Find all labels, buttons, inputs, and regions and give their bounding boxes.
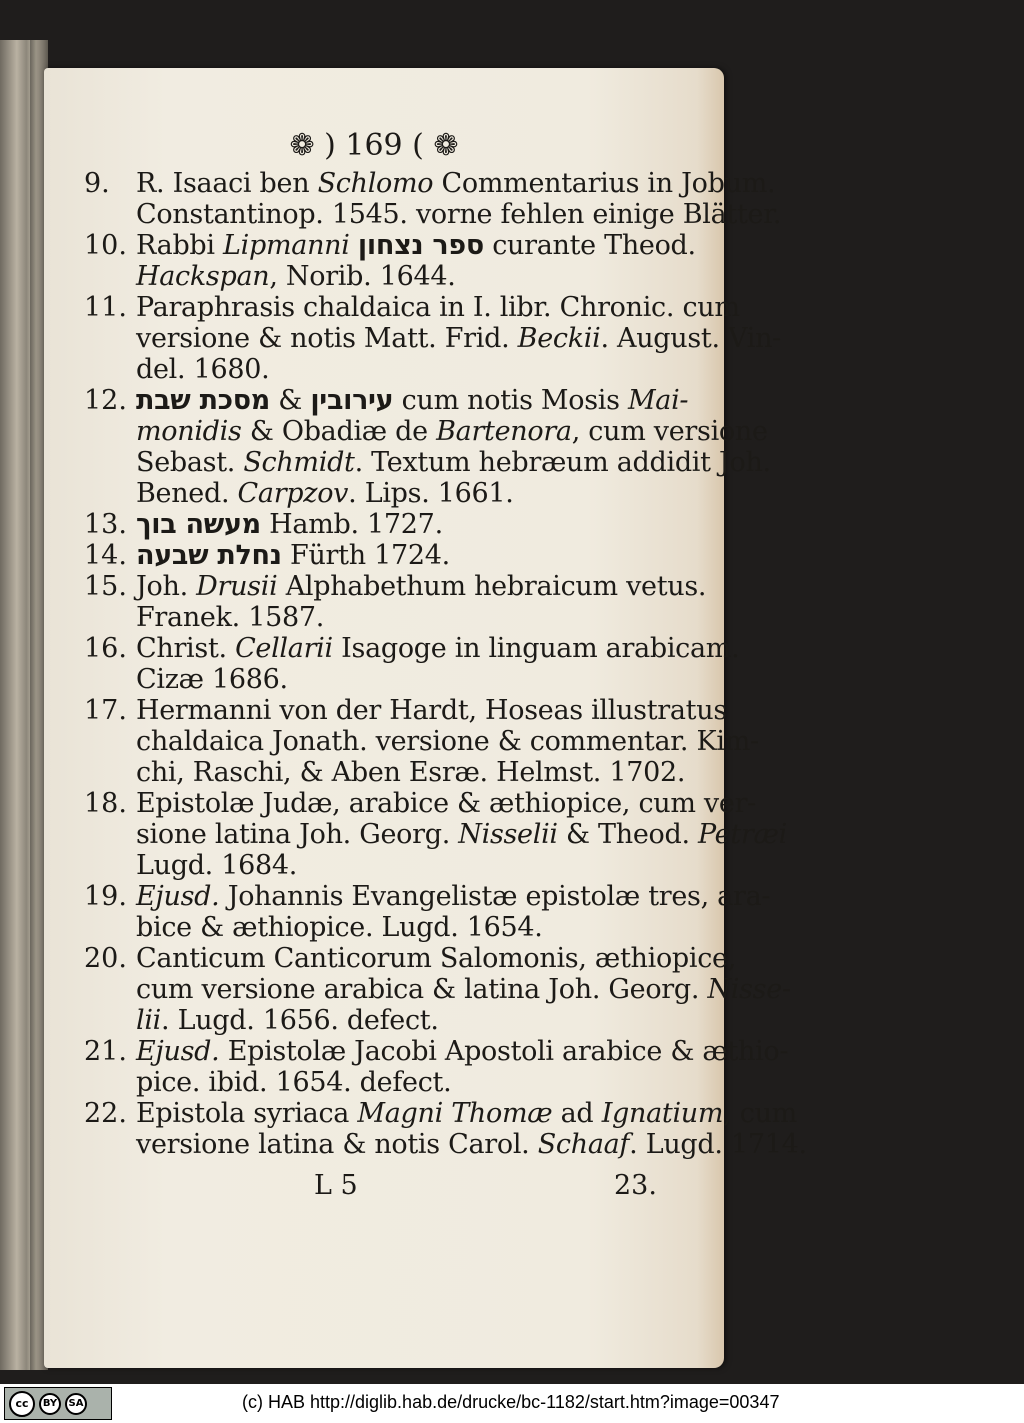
entry-text: del. 1680. [136, 354, 270, 385]
entry-number: 12. [84, 385, 127, 416]
catalog-entry [84, 168, 782, 230]
entry-text: Christ. [136, 633, 236, 664]
entry-text: & [270, 385, 311, 416]
catalog-entry [84, 943, 791, 1036]
italic-name: Schmidt [243, 447, 355, 478]
page-footer [84, 1170, 684, 1204]
entry-text: Canticum Canticorum Salomonis, æthiopice, [136, 943, 737, 974]
entry-line [136, 1129, 807, 1160]
italic-name: Mai- [627, 385, 689, 416]
entry-line [136, 726, 759, 757]
entry-text: . Lips. 1661. [348, 478, 514, 509]
catalog-entry [84, 633, 740, 695]
entry-line [136, 1036, 789, 1067]
entry-line [136, 1067, 684, 1098]
entry-line [136, 509, 684, 540]
entry-text: Rabbi [136, 230, 224, 261]
catalog-entry [84, 571, 707, 633]
entry-line [136, 385, 689, 416]
italic-name: Nisse- [707, 974, 791, 1005]
entry-text: Epistolæ Judæ, arabice & æthiopice, cum ver- [136, 788, 756, 819]
entry-line [136, 168, 776, 199]
entry-line [136, 354, 684, 385]
catalog-entry [84, 695, 759, 788]
italic-name: Ignatium [601, 1098, 724, 1129]
hebrew-title: ספר נצחון [357, 230, 484, 261]
entry-number: 16. [84, 633, 127, 664]
entry-text: Epistolæ Jacobi Apostoli arabice & æthio- [219, 1036, 789, 1067]
by-icon: BY [39, 1393, 61, 1415]
entry-text: pice. ibid. 1654. defect. [136, 1067, 452, 1098]
credit-bar [0, 1384, 1024, 1423]
entry-line [136, 788, 756, 819]
entry-line [136, 1098, 797, 1129]
catalog-entries [84, 168, 807, 1160]
credit-text: (c) HAB http://diglib.hab.de/drucke/bc-1182/start.htm?image=00347 [242, 1392, 780, 1412]
catalog-entry [84, 540, 684, 571]
entry-line [136, 571, 707, 602]
entry-number: 21. [84, 1036, 127, 1067]
entry-text: bice & æthiopice. Lugd. 1654. [136, 912, 543, 943]
entry-text: cum notis Mosis [393, 385, 628, 416]
catalog-entry [84, 881, 771, 943]
page-content [84, 124, 807, 1204]
italic-name: Cellarii [235, 633, 333, 664]
entry-text: chi, Raschi, & Aben Esræ. Helmst. 1702. [136, 757, 686, 788]
entry-line [136, 912, 684, 943]
italic-name: lii [136, 1005, 162, 1036]
entry-line [136, 757, 684, 788]
entry-line [136, 478, 684, 509]
entry-number: 10. [84, 230, 127, 261]
hebrew-title: מעשה בוך [136, 509, 261, 540]
entry-line [136, 602, 684, 633]
catalog-entry [84, 509, 684, 540]
entry-number: 9. [84, 168, 110, 199]
entry-text: & Theod. [557, 819, 699, 850]
entry-line [136, 974, 791, 1005]
entry-text: Commentarius in Jobum. [433, 168, 776, 199]
ornament-right-icon: ❁ [433, 128, 459, 163]
entry-text: versione & notis Matt. Frid. [136, 323, 518, 354]
entry-text: R. Isaaci ben [136, 168, 318, 199]
entry-text: Hamb. 1727. [260, 509, 443, 540]
entry-line [136, 261, 684, 292]
entry-text: Alphabethum hebraicum vetus. [277, 571, 707, 602]
page-header [64, 124, 684, 168]
entry-line [136, 323, 782, 354]
italic-name: Drusii [196, 571, 278, 602]
italic-name: Lipmanni [223, 230, 350, 261]
italic-name: Schaaf [537, 1129, 630, 1160]
hebrew-title: עירובין [310, 385, 394, 416]
entry-text: Constantinop. 1545. vorne fehlen einige Blätter. [136, 199, 782, 230]
italic-name: monidis [136, 416, 242, 447]
italic-name: Beckii [517, 323, 601, 354]
entry-number: 14. [84, 540, 127, 571]
entry-line [136, 199, 782, 230]
catalog-entry [84, 1098, 807, 1160]
italic-name: Ejusd. [136, 1036, 220, 1067]
entry-number: 19. [84, 881, 127, 912]
entry-line [136, 695, 727, 726]
catalog-entry [84, 385, 771, 509]
italic-name: Hackspan [136, 261, 270, 292]
entry-text: sione latina Joh. Georg. [136, 819, 459, 850]
italic-name: Bartenora [436, 416, 572, 447]
entry-number: 11. [84, 292, 127, 323]
entry-line [136, 292, 740, 323]
entry-text: versione latina & notis Carol. [136, 1129, 538, 1160]
entry-text: Franek. 1587. [136, 602, 325, 633]
entry-number: 17. [84, 695, 127, 726]
entry-line [136, 664, 684, 695]
entry-line [136, 850, 684, 881]
sa-icon: SA [65, 1393, 87, 1415]
catalog-entry [84, 1036, 789, 1098]
cc-license-badge[interactable] [4, 1387, 112, 1420]
entry-text: chaldaica Jonath. versione & commentar. Kim- [136, 726, 759, 757]
entry-text: Paraphrasis chaldaica in I. libr. Chronic. cum [136, 292, 740, 323]
entry-text: Sebast. [136, 447, 244, 478]
entry-text: . Lugd. 1714. [629, 1129, 807, 1160]
entry-text: Joh. [136, 571, 197, 602]
italic-name: Schlomo [317, 168, 434, 199]
entry-line [136, 819, 787, 850]
entry-text: Epistola syriaca [136, 1098, 358, 1129]
book-page [44, 68, 807, 1368]
entry-number: 20. [84, 943, 127, 974]
italic-name: Petræi [698, 819, 787, 850]
cc-icon: cc [9, 1391, 35, 1417]
entry-text: , Norib. 1644. [269, 261, 456, 292]
italic-name: Magni Thomæ [357, 1098, 553, 1129]
hebrew-title: מסכת שבת [136, 385, 271, 416]
entry-text: curante Theod. [483, 230, 696, 261]
signature-mark: L 5 [314, 1170, 358, 1201]
italic-name: Carpzov [237, 478, 349, 509]
hebrew-title: נחלת שבעה [136, 540, 282, 571]
catchword: 23. [614, 1170, 657, 1201]
entry-line [136, 1005, 684, 1036]
entry-line [136, 881, 771, 912]
entry-text: Lugd. 1684. [136, 850, 298, 881]
ornament-left-icon: ❁ [289, 128, 315, 163]
entry-text: Isagoge in linguam arabicam. [332, 633, 740, 664]
entry-text: Cizæ 1686. [136, 664, 288, 695]
entry-text: Fürth 1724. [281, 540, 450, 571]
entry-text: . Textum hebræum addidit Joh. [354, 447, 771, 478]
entry-line [136, 633, 740, 664]
entry-line [136, 943, 737, 974]
italic-name: Ejusd. [136, 881, 220, 912]
page-number: ) 169 ( [324, 128, 424, 163]
entry-text: cum versione arabica & latina Joh. Georg. [136, 974, 708, 1005]
entry-text [350, 230, 358, 261]
catalog-entry [84, 788, 787, 881]
entry-text: Bened. [136, 478, 238, 509]
entry-text: , cum [723, 1098, 797, 1129]
entry-number: 15. [84, 571, 127, 602]
italic-name: Nisselii [458, 819, 558, 850]
entry-line [136, 447, 771, 478]
entry-text: & Obadiæ de [241, 416, 437, 447]
entry-line [136, 416, 768, 447]
entry-text: . August. Vin- [600, 323, 782, 354]
entry-line [136, 230, 696, 261]
catalog-entry [84, 230, 696, 292]
entry-text: Johannis Evangelistæ epistolæ tres, ara- [219, 881, 771, 912]
catalog-entry [84, 292, 782, 385]
entry-number: 22. [84, 1098, 127, 1129]
entry-text: ad [552, 1098, 602, 1129]
entry-text: , cum versione [571, 416, 768, 447]
entry-text: . Lugd. 1656. defect. [161, 1005, 439, 1036]
entry-number: 18. [84, 788, 127, 819]
entry-text: Hermanni von der Hardt, Hoseas illustratus [136, 695, 727, 726]
entry-line [136, 540, 684, 571]
entry-number: 13. [84, 509, 127, 540]
